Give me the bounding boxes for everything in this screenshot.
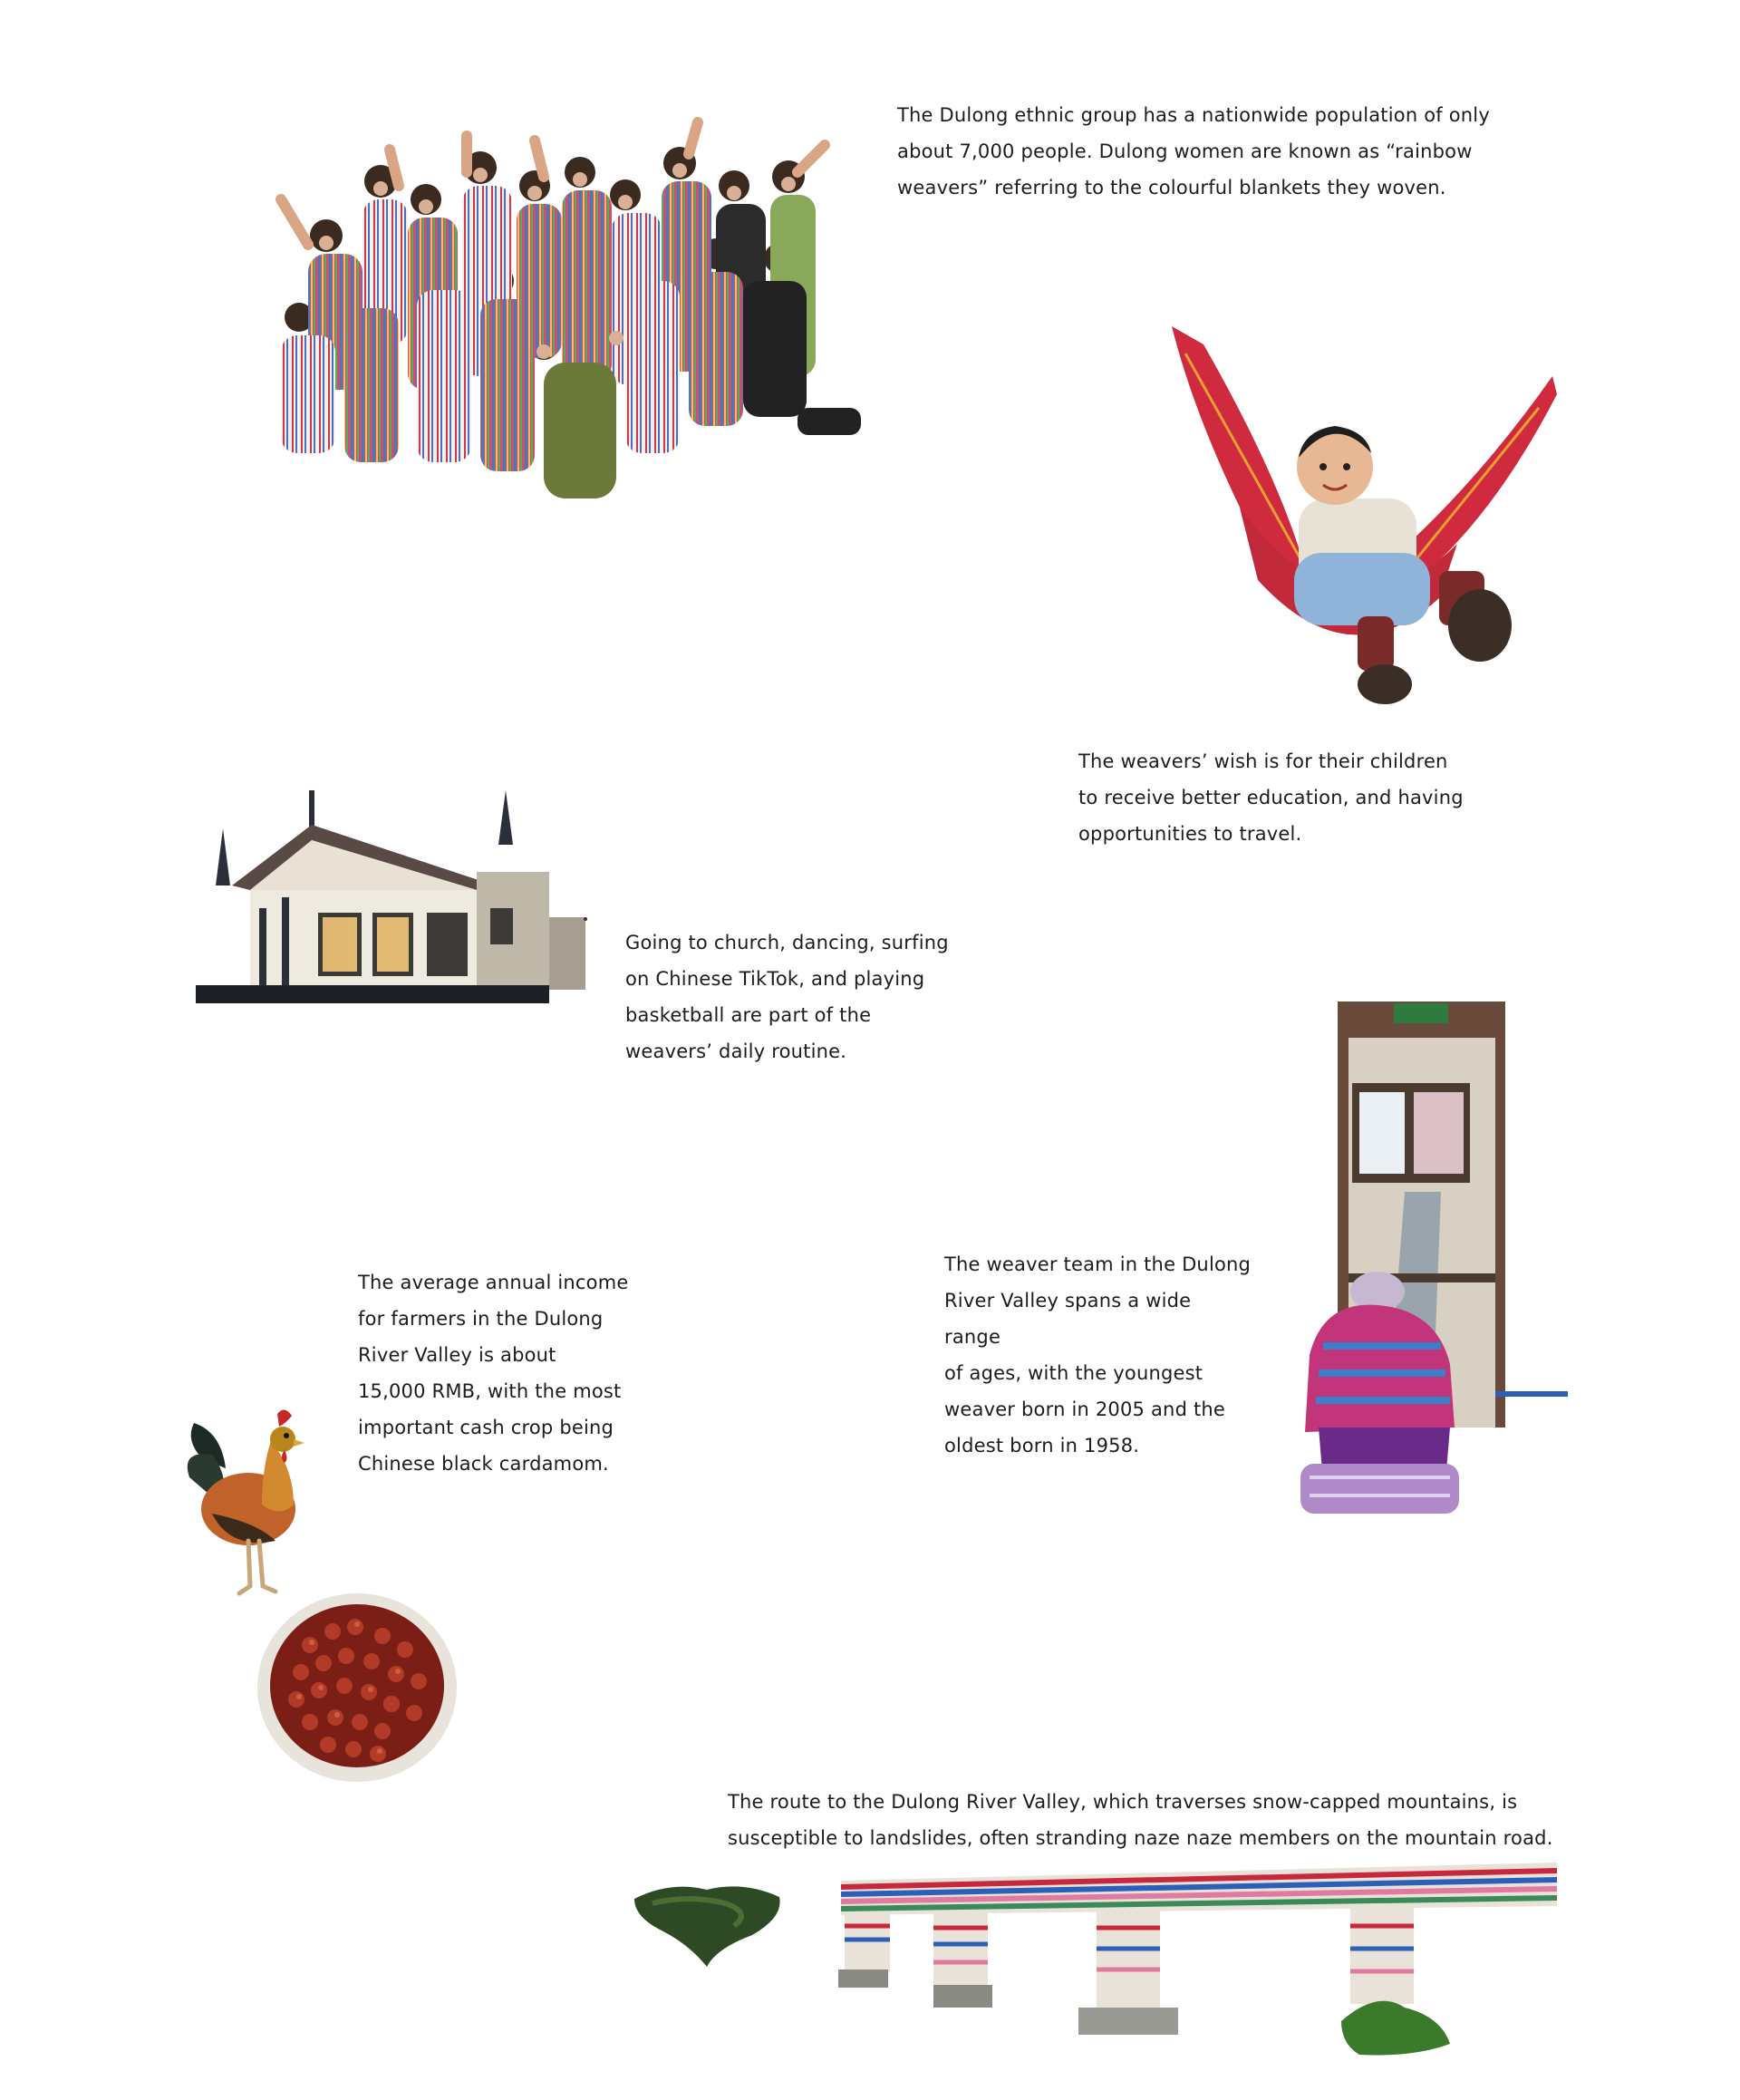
wish-caption: The weavers’ wish is for their children to receive better education, and having opportunities to travel. bbox=[1078, 750, 1464, 845]
weaver-at-loom-photo bbox=[1269, 1002, 1568, 1523]
church-building-photo bbox=[196, 790, 591, 1010]
route-caption: The route to the Dulong River Valley, which traverses snow-capped mountains, is susceptible to landslides, often stranding naze naze members on the mountain road. bbox=[728, 1791, 1553, 1849]
rooster-photo bbox=[185, 1405, 312, 1600]
population-caption: The Dulong ethnic group has a nationwide population of only about 7,000 people. Dulong women are known as “rainbow weavers” referring to the colourful blankets they woven. bbox=[897, 104, 1490, 198]
cardamom-bowl-photo bbox=[256, 1591, 459, 1785]
striped-bridge-photo bbox=[634, 1863, 1557, 2057]
weaver-group-photo bbox=[272, 100, 870, 517]
ages-caption: The weaver team in the Dulong River Valley spans a wide range of ages, with the youngest weaver born in 2005 and the oldest born in 1958. bbox=[944, 1253, 1252, 1456]
routine-caption: Going to church, dancing, surfing on Chinese TikTok, and playing basketball are part of the weavers’ daily routine. bbox=[625, 932, 949, 1062]
income-caption: The average annual income for farmers in the Dulong River Valley is about 15,000 RMB, with the most important cash crop being Chinese black cardamom. bbox=[358, 1272, 629, 1475]
child-in-hammock-photo bbox=[1167, 326, 1557, 707]
